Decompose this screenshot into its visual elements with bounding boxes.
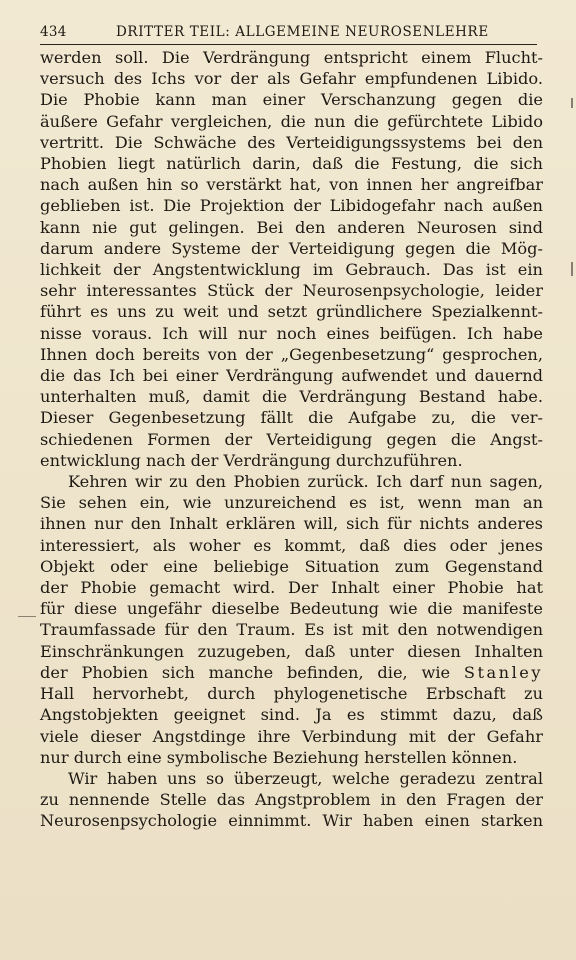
text-line: für diese ungefähr dieselbe Bedeutung wie die manifeste — [40, 599, 543, 619]
text-segment: der Phobien sich manche befinden, die, wie — [40, 662, 451, 682]
text-line: darum andere Systeme der Verteidigung gegen die Mög- — [40, 238, 543, 258]
text-line: Ihnen doch bereits von der „Gegenbesetzung“ gesprochen, — [40, 344, 543, 364]
spaced-author-name: Stanley — [463, 662, 543, 682]
margin-pencil-mark — [18, 616, 36, 617]
text-line: unterhalten muß, damit die Verdrängung Bestand habe. — [40, 387, 543, 407]
text-line: Traumfassade für den Traum. Es ist mit den notwendigen — [40, 620, 543, 640]
page-number: 434 — [40, 24, 67, 40]
text-line: versuch des Ichs vor der als Gefahr empfundenen Libido. — [40, 69, 543, 89]
paragraph-start-line: Wir haben uns so überzeugt, welche geradezu zentral — [68, 768, 543, 788]
body-text — [40, 47, 543, 832]
text-line: geblieben ist. Die Projektion der Libidogefahr nach außen — [40, 196, 543, 216]
text-line: der Phobie gemacht wird. Der Inhalt einer Phobie hat — [40, 578, 543, 598]
paragraph-end-line: entwicklung nach der Verdrängung durchzuführen. — [40, 450, 463, 470]
text-line: schiedenen Formen der Verteidigung gegen die Angst- — [40, 429, 543, 449]
text-line: viele dieser Angstdinge ihre Verbindung mit der Gefahr — [40, 726, 543, 746]
text-line: Die Phobie kann man einer Verschanzung gegen die — [40, 90, 543, 110]
running-head: DRITTER TEIL: ALLGEMEINE NEUROSENLEHRE — [116, 24, 489, 40]
text-line: nach außen hin so verstärkt hat, von innen her angreifbar — [40, 175, 543, 195]
text-line: sehr interessantes Stück der Neurosenpsychologie, leider — [40, 281, 543, 301]
text-line: Objekt oder eine beliebige Situation zum Gegenstand — [40, 556, 543, 576]
text-line: Neurosenpsychologie einnimmt. Wir haben einen starken — [40, 811, 543, 831]
text-line: Angstobjekten geeignet sind. Ja es stimmt dazu, daß — [40, 705, 543, 725]
text-line: Sie sehen ein, wie unzureichend es ist, wenn man an — [40, 493, 543, 513]
page-header — [40, 22, 537, 45]
text-line-with-spaced-name — [40, 662, 543, 683]
text-line: Einschränkungen zuzugeben, daß unter diesen Inhalten — [40, 641, 543, 661]
text-line: die das Ich bei einer Verdrängung aufwendet und dauernd — [40, 366, 543, 386]
text-line: lichkeit der Angstentwicklung im Gebrauch. Das ist ein — [40, 260, 543, 280]
text-line: interessiert, als woher es kommt, daß dies oder jenes — [40, 535, 543, 555]
paragraph-start-line: Kehren wir zu den Phobien zurück. Ich darf nun sagen, — [68, 472, 543, 492]
text-line: kann nie gut gelingen. Bei den anderen Neurosen sind — [40, 217, 543, 237]
paragraph-end-line: nur durch eine symbolische Beziehung herstellen können. — [40, 747, 518, 767]
text-line: ihnen nur den Inhalt erklären will, sich für nichts anderes — [40, 514, 543, 534]
text-line: vertritt. Die Schwäche des Verteidigungssystems bei den — [40, 132, 543, 152]
text-line: äußere Gefahr vergleichen, die nun die gefürchtete Libido — [40, 111, 543, 131]
text-line: werden soll. Die Verdrängung entspricht einem Flucht- — [40, 48, 543, 67]
text-line: zu nennende Stelle das Angstproblem in den Fragen der — [40, 790, 543, 810]
text-line: Phobien liegt natürlich darin, daß die Festung, die sich — [40, 154, 543, 174]
text-line: Hall hervorhebt, durch phylogenetische Erbschaft zu — [40, 684, 543, 704]
text-line: führt es uns zu weit und setzt gründlichere Spezialkennt- — [40, 302, 543, 322]
edge-ink-mark — [571, 98, 573, 108]
edge-ink-mark — [571, 262, 573, 276]
text-line: Dieser Gegenbesetzung fällt die Aufgabe zu, die ver- — [40, 408, 543, 428]
text-line: nisse voraus. Ich will nur noch eines beifügen. Ich habe — [40, 323, 543, 343]
